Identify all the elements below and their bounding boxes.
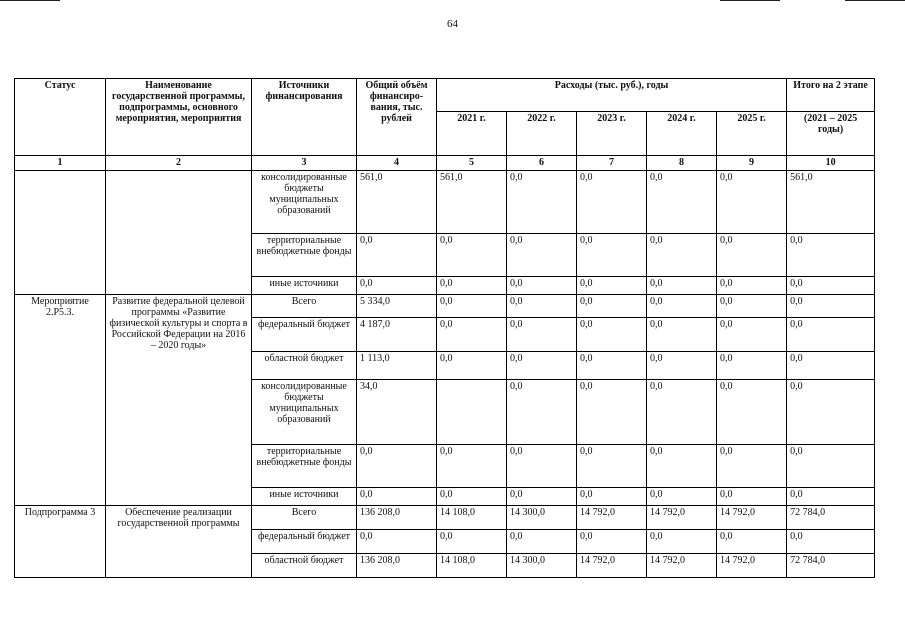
cell-y2021: 0,0: [437, 234, 507, 277]
cell-stage: 0,0: [787, 488, 875, 506]
cell-y2023: 0,0: [577, 530, 647, 554]
cell-stage: 561,0: [787, 171, 875, 234]
cell-y2025: 0,0: [717, 380, 787, 445]
row-source: областной бюджет: [252, 554, 357, 578]
column-number: 1: [15, 156, 106, 171]
cell-y2022: 0,0: [507, 445, 577, 488]
cell-y2021: [437, 380, 507, 445]
cell-y2021: 14 108,0: [437, 506, 507, 530]
cell-y2025: 0,0: [717, 318, 787, 352]
cell-stage: 0,0: [787, 530, 875, 554]
cell-y2024: 0,0: [647, 277, 717, 295]
page-number: 64: [447, 18, 458, 30]
row-name: Обеспечение реализации государственной программы: [106, 506, 252, 578]
cell-stage: 0,0: [787, 445, 875, 488]
cell-y2024: 0,0: [647, 295, 717, 318]
cell-y2024: 14 792,0: [647, 554, 717, 578]
scan-mark-left: [0, 0, 60, 1]
cell-y2024: 0,0: [647, 530, 717, 554]
cell-stage: 0,0: [787, 295, 875, 318]
cell-y2022: 0,0: [507, 488, 577, 506]
header-year-2023: 2023 г.: [577, 112, 647, 156]
cell-y2023: 0,0: [577, 318, 647, 352]
cell-total: 34,0: [357, 380, 437, 445]
header-year-2024: 2024 г.: [647, 112, 717, 156]
table-row: [15, 295, 875, 318]
cell-y2021: 0,0: [437, 277, 507, 295]
cell-y2021: 0,0: [437, 445, 507, 488]
row-source: областной бюджет: [252, 352, 357, 380]
cell-y2025: 0,0: [717, 352, 787, 380]
cell-y2025: 0,0: [717, 171, 787, 234]
row-status: Подпрограмма 3: [15, 506, 106, 578]
cell-y2022: 0,0: [507, 318, 577, 352]
column-number: 6: [507, 156, 577, 171]
cell-total: 0,0: [357, 234, 437, 277]
cell-total: 1 113,0: [357, 352, 437, 380]
cell-y2021: 561,0: [437, 171, 507, 234]
cell-y2024: 0,0: [647, 171, 717, 234]
cell-total: 0,0: [357, 488, 437, 506]
cell-stage: 0,0: [787, 380, 875, 445]
cell-y2021: 0,0: [437, 488, 507, 506]
row-status: [15, 171, 106, 295]
header-sources: Источники финансирования: [252, 79, 357, 156]
row-source: иные источники: [252, 488, 357, 506]
cell-y2023: 0,0: [577, 234, 647, 277]
cell-total: 0,0: [357, 445, 437, 488]
cell-y2022: 0,0: [507, 171, 577, 234]
cell-y2024: 14 792,0: [647, 506, 717, 530]
cell-y2023: 0,0: [577, 488, 647, 506]
cell-stage: 0,0: [787, 318, 875, 352]
header-expenses: Расходы (тыс. руб.), годы: [437, 79, 787, 112]
row-source: федеральный бюджет: [252, 530, 357, 554]
row-source: территориальные внебюджетные фонды: [252, 234, 357, 277]
cell-stage: 0,0: [787, 352, 875, 380]
row-source: федеральный бюджет: [252, 318, 357, 352]
cell-y2023: 0,0: [577, 277, 647, 295]
cell-y2024: 0,0: [647, 488, 717, 506]
row-source: иные источники: [252, 277, 357, 295]
column-number: 4: [357, 156, 437, 171]
column-number: 10: [787, 156, 875, 171]
cell-y2021: 0,0: [437, 295, 507, 318]
cell-y2021: 0,0: [437, 318, 507, 352]
scan-mark-right2: [845, 0, 905, 1]
row-source: Всего: [252, 506, 357, 530]
cell-y2025: 0,0: [717, 488, 787, 506]
cell-y2024: 0,0: [647, 380, 717, 445]
cell-y2022: 0,0: [507, 530, 577, 554]
cell-y2022: 0,0: [507, 234, 577, 277]
cell-y2022: 0,0: [507, 352, 577, 380]
cell-y2023: 14 792,0: [577, 554, 647, 578]
header-status: Статус: [15, 79, 106, 156]
cell-y2022: 0,0: [507, 295, 577, 318]
header-total-stage: Итого на 2 этапе: [787, 79, 875, 112]
cell-y2024: 0,0: [647, 352, 717, 380]
header-year-2021: 2021 г.: [437, 112, 507, 156]
scan-mark-right: [720, 0, 780, 1]
cell-y2023: 0,0: [577, 295, 647, 318]
column-number: 9: [717, 156, 787, 171]
cell-y2025: 0,0: [717, 530, 787, 554]
cell-total: 561,0: [357, 171, 437, 234]
cell-y2022: 0,0: [507, 277, 577, 295]
table-row: [15, 171, 875, 234]
cell-y2024: 0,0: [647, 318, 717, 352]
cell-y2025: 0,0: [717, 277, 787, 295]
cell-y2023: 0,0: [577, 352, 647, 380]
cell-stage: 72 784,0: [787, 506, 875, 530]
cell-y2023: 0,0: [577, 445, 647, 488]
header-total-volume: Общий объём финансиро-вания, тыс. рублей: [357, 79, 437, 156]
cell-stage: 72 784,0: [787, 554, 875, 578]
cell-y2022: 14 300,0: [507, 506, 577, 530]
row-name: [106, 171, 252, 295]
column-number: 5: [437, 156, 507, 171]
column-number: 7: [577, 156, 647, 171]
cell-y2025: 0,0: [717, 295, 787, 318]
cell-y2024: 0,0: [647, 234, 717, 277]
table-row: [15, 506, 875, 530]
row-source: территориальные внебюджетные фонды: [252, 445, 357, 488]
header-year-2025: 2025 г.: [717, 112, 787, 156]
cell-y2021: 0,0: [437, 352, 507, 380]
budget-table: [14, 78, 875, 578]
cell-total: 4 187,0: [357, 318, 437, 352]
cell-y2023: 14 792,0: [577, 506, 647, 530]
cell-stage: 0,0: [787, 277, 875, 295]
cell-y2025: 14 792,0: [717, 506, 787, 530]
header-year-2022: 2022 г.: [507, 112, 577, 156]
column-number: 3: [252, 156, 357, 171]
cell-y2022: 14 300,0: [507, 554, 577, 578]
cell-total: 136 208,0: [357, 506, 437, 530]
cell-total: 136 208,0: [357, 554, 437, 578]
cell-total: 0,0: [357, 277, 437, 295]
cell-y2025: 14 792,0: [717, 554, 787, 578]
row-source: консолидированные бюджеты муниципальных образований: [252, 380, 357, 445]
column-number: 8: [647, 156, 717, 171]
cell-y2025: 0,0: [717, 234, 787, 277]
header-name: Наименование государственной программы, подпрограммы, основного мероприятия, мероприятия: [106, 79, 252, 156]
cell-y2025: 0,0: [717, 445, 787, 488]
cell-total: 5 334,0: [357, 295, 437, 318]
row-name: Развитие федеральной целевой программы «Развитие физической культуры и спорта в Российской Федерации на 2016 – 2020 годы»: [106, 295, 252, 506]
cell-y2024: 0,0: [647, 445, 717, 488]
cell-stage: 0,0: [787, 234, 875, 277]
cell-y2023: 0,0: [577, 380, 647, 445]
cell-y2023: 0,0: [577, 171, 647, 234]
header-stage-period: (2021 – 2025 годы): [787, 112, 875, 156]
row-status: Мероприятие 2.Р5.3.: [15, 295, 106, 506]
column-number: 2: [106, 156, 252, 171]
row-source: консолидированные бюджеты муниципальных образований: [252, 171, 357, 234]
cell-y2021: 0,0: [437, 530, 507, 554]
cell-total: 0,0: [357, 530, 437, 554]
cell-y2021: 14 108,0: [437, 554, 507, 578]
cell-y2022: 0,0: [507, 380, 577, 445]
row-source: Всего: [252, 295, 357, 318]
